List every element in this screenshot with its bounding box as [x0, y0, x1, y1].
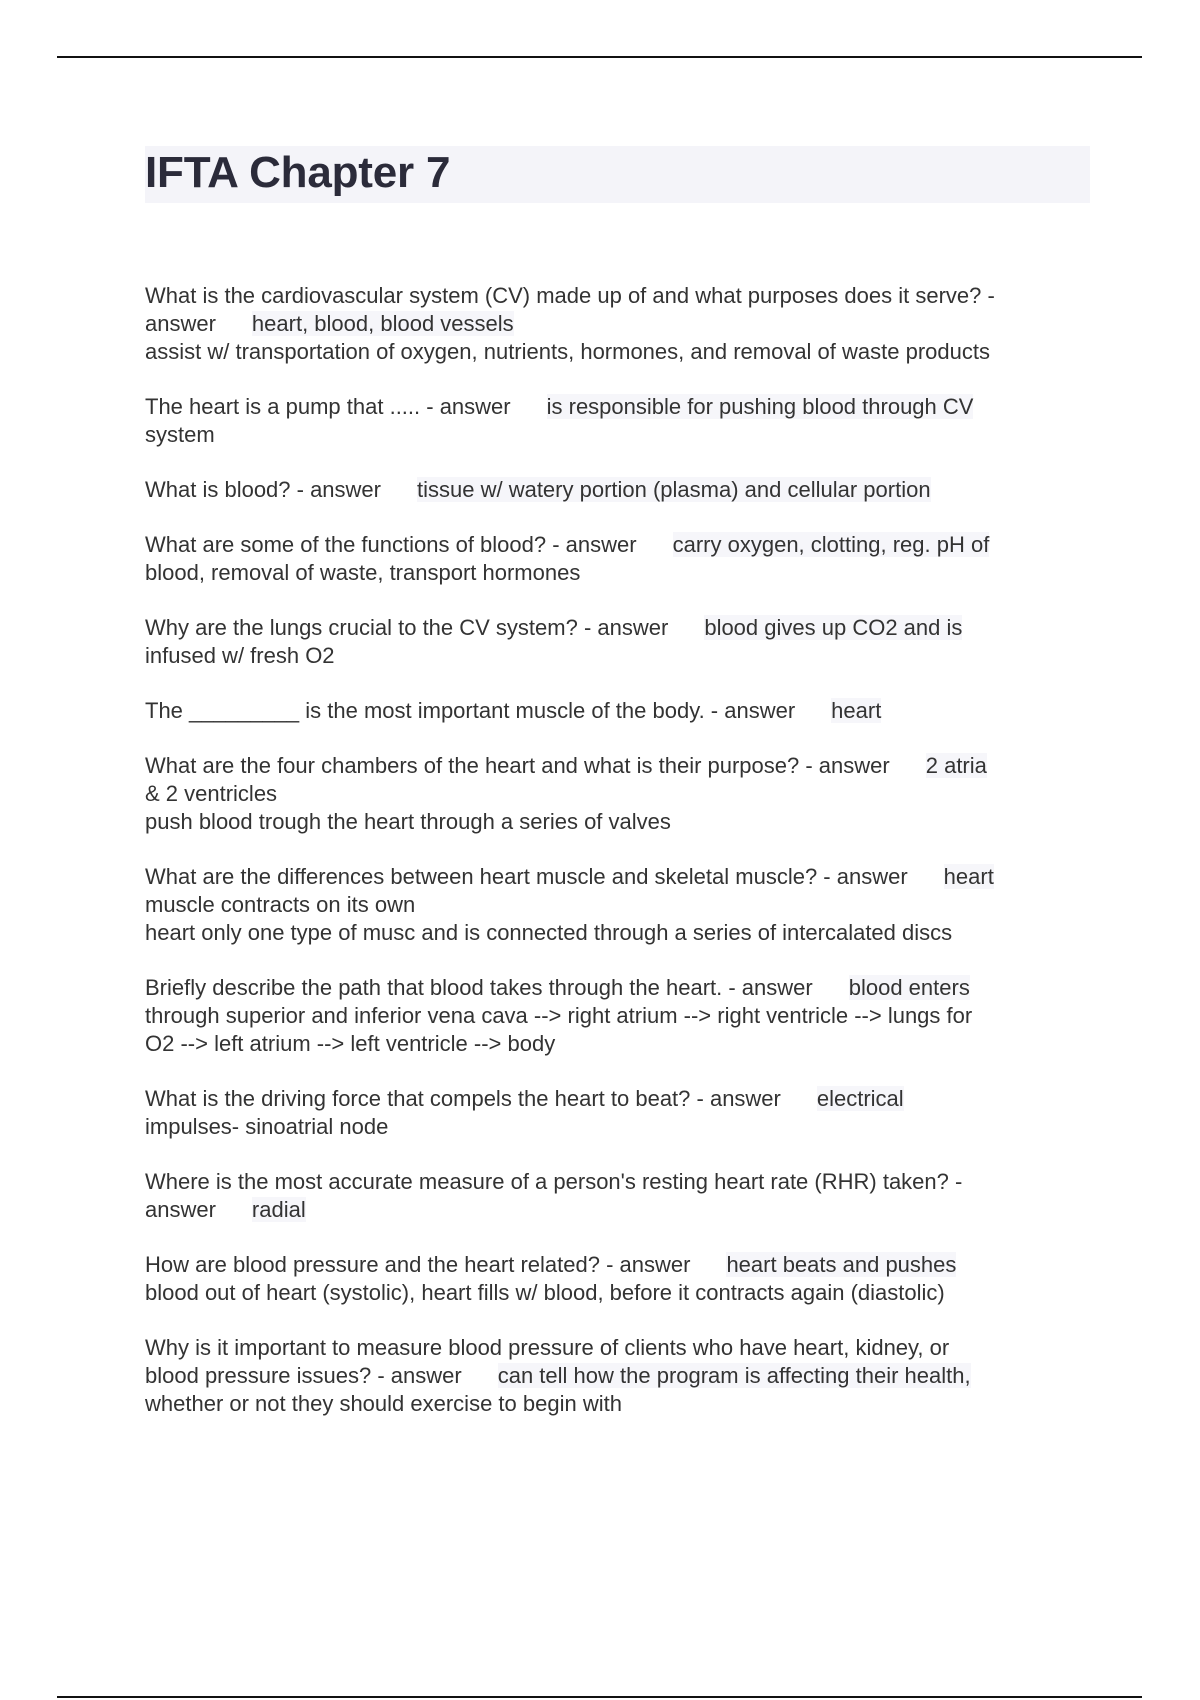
qa-line: Why is it important to measure blood pressure of clients who have heart, kidney, or	[145, 1335, 950, 1360]
answer-text: electrical	[816, 1086, 904, 1111]
qa-item	[145, 1251, 1100, 1307]
qa-item	[145, 393, 1100, 449]
qa-line: O2 --> left atrium --> left ventricle --> body	[145, 1031, 556, 1056]
qa-item	[145, 476, 1100, 504]
qa-line: push blood trough the heart through a series of valves	[145, 809, 671, 834]
title-bar	[145, 146, 1090, 203]
qa-line: What is blood? - answer tissue w/ watery portion (plasma) and cellular portion	[145, 477, 931, 502]
answer-text: heart	[831, 698, 882, 723]
answer-text: 2 atria	[925, 753, 987, 778]
qa-line: & 2 ventricles	[145, 781, 278, 806]
qa-line: blood, removal of waste, transport hormones	[145, 560, 581, 585]
qa-line: infused w/ fresh O2	[145, 643, 335, 668]
qa-line: blood out of heart (systolic), heart fills w/ blood, before it contracts again (diastolic)	[145, 1280, 945, 1305]
answer-text: is responsible for pushing blood through CV	[546, 394, 974, 419]
answer-text: radial	[251, 1197, 306, 1222]
qa-line: How are blood pressure and the heart related? - answer heart beats and pushes	[145, 1252, 957, 1277]
qa-line: Where is the most accurate measure of a person's resting heart rate (RHR) taken? -	[145, 1169, 963, 1194]
qa-line: whether or not they should exercise to begin with	[145, 1391, 622, 1416]
qa-line: system	[145, 422, 215, 447]
qa-line: answer heart, blood, blood vessels	[145, 311, 514, 336]
qa-item	[145, 1085, 1100, 1141]
answer-text: can tell how the program is affecting their health,	[497, 1363, 971, 1388]
qa-line: through superior and inferior vena cava --> right atrium --> right ventricle --> lungs for	[145, 1003, 973, 1028]
qa-item	[145, 752, 1100, 836]
qa-line: impulses- sinoatrial node	[145, 1114, 389, 1139]
answer-text: blood enters	[848, 975, 970, 1000]
qa-item	[145, 282, 1100, 366]
qa-line: assist w/ transportation of oxygen, nutrients, hormones, and removal of waste products	[145, 339, 990, 364]
qa-line: What is the cardiovascular system (CV) made up of and what purposes does it serve? -	[145, 283, 995, 308]
answer-text: heart, blood, blood vessels	[251, 311, 514, 336]
qa-line: What are the differences between heart muscle and skeletal muscle? - answer heart	[145, 864, 994, 889]
qa-item	[145, 1168, 1100, 1224]
qa-item	[145, 1334, 1100, 1418]
qa-line: What is the driving force that compels the heart to beat? - answer electrical	[145, 1086, 904, 1111]
qa-line: The _________ is the most important muscle of the body. - answer heart	[145, 698, 882, 723]
qa-line: heart only one type of musc and is connected through a series of intercalated discs	[145, 920, 953, 945]
qa-item	[145, 697, 1100, 725]
bottom-rule	[57, 1696, 1142, 1698]
answer-text: carry oxygen, clotting, reg. pH of	[672, 532, 990, 557]
qa-item	[145, 531, 1100, 587]
qa-item	[145, 863, 1100, 947]
qa-line: Why are the lungs crucial to the CV system? - answer blood gives up CO2 and is	[145, 615, 963, 640]
answer-text: heart	[943, 864, 994, 889]
qa-line: Briefly describe the path that blood takes through the heart. - answer blood enters	[145, 975, 970, 1000]
qa-line: What are some of the functions of blood? - answer carry oxygen, clotting, reg. pH of	[145, 532, 990, 557]
qa-line: answer radial	[145, 1197, 306, 1222]
qa-list	[145, 282, 1100, 1445]
qa-line: What are the four chambers of the heart and what is their purpose? - answer 2 atria	[145, 753, 987, 778]
page-title: IFTA Chapter 7	[145, 148, 451, 197]
qa-line: The heart is a pump that ..... - answer is responsible for pushing blood through CV	[145, 394, 974, 419]
qa-item	[145, 974, 1100, 1058]
top-rule	[57, 56, 1142, 58]
qa-line: blood pressure issues? - answer can tell how the program is affecting their health,	[145, 1363, 971, 1388]
qa-item	[145, 614, 1100, 670]
answer-text: heart beats and pushes	[726, 1252, 957, 1277]
qa-line: muscle contracts on its own	[145, 892, 416, 917]
answer-text: blood gives up CO2 and is	[704, 615, 963, 640]
answer-text: tissue w/ watery portion (plasma) and cellular portion	[417, 477, 931, 502]
